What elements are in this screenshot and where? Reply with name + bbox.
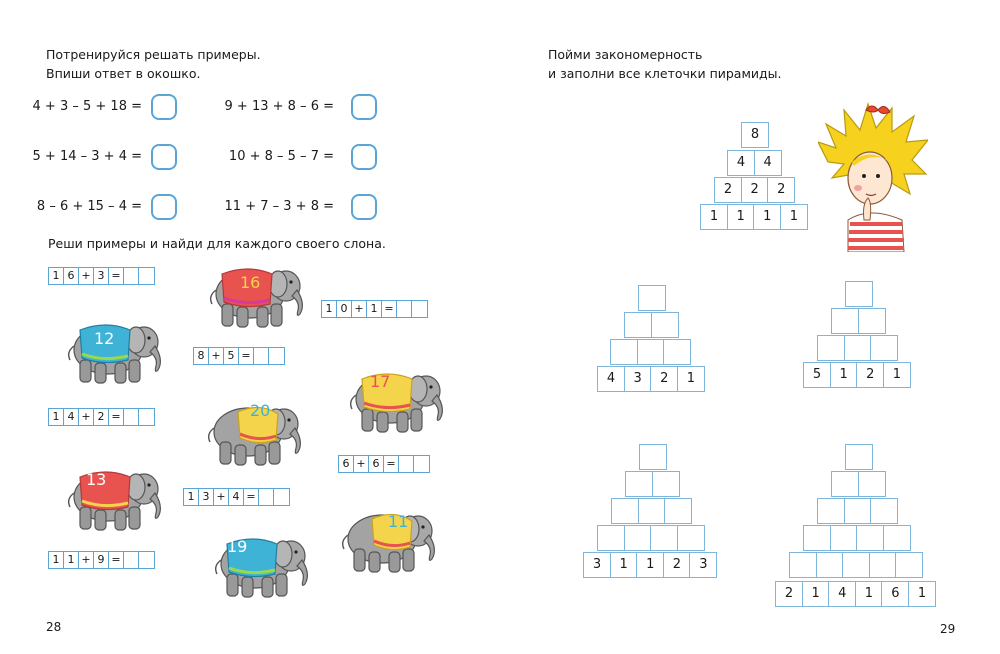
pyramid-cell[interactable] <box>597 525 625 551</box>
pyramid-cell[interactable] <box>638 285 666 311</box>
pyramid-cell[interactable] <box>844 498 872 524</box>
pyramid-cell[interactable] <box>651 312 679 338</box>
pyramid-cell: 8 <box>741 122 769 148</box>
answer-box[interactable] <box>151 144 177 170</box>
elephant-number: 12 <box>94 329 115 348</box>
pyramid-cell: 1 <box>883 362 911 388</box>
pyramid-cell: 1 <box>700 204 728 230</box>
answer-cell[interactable] <box>139 268 154 284</box>
pyramid-cell[interactable] <box>611 498 639 524</box>
equation-strip[interactable]: 1 0 + 1 = <box>321 300 428 318</box>
pyramid-cell[interactable] <box>845 281 873 307</box>
pyramid-cell: 4 <box>727 150 755 176</box>
pyramid-cell: 3 <box>624 366 652 392</box>
pyramid-cell[interactable] <box>639 444 667 470</box>
equation-strip[interactable]: 1 4 + 2 = <box>48 408 155 426</box>
example-expression: 5 + 14 – 3 + 4 = <box>32 149 142 164</box>
elephant-illustration[interactable] <box>58 455 168 535</box>
answer-cell[interactable] <box>139 409 154 425</box>
pyramid-cell[interactable] <box>610 339 638 365</box>
pyramid-cell[interactable] <box>869 552 897 578</box>
pyramid-cell: 4 <box>828 581 856 607</box>
pyramid-cell[interactable] <box>677 525 705 551</box>
elephant-illustration[interactable] <box>198 390 308 470</box>
pyramid-cell[interactable] <box>845 444 873 470</box>
example-expression: 11 + 7 – 3 + 8 = <box>224 199 334 214</box>
elephant-number: 16 <box>240 273 261 292</box>
pyramid-cell: 2 <box>663 552 691 578</box>
pyramid-cell[interactable] <box>624 312 652 338</box>
pyramid-cell: 2 <box>741 177 769 203</box>
pyramid-cell: 2 <box>714 177 742 203</box>
answer-cell[interactable] <box>254 348 269 364</box>
answer-cell[interactable] <box>414 456 429 472</box>
equation-strip[interactable]: 6 + 6 = <box>338 455 430 473</box>
pyramid-cell: 2 <box>775 581 803 607</box>
answer-box[interactable] <box>151 94 177 120</box>
pyramid-cell[interactable] <box>816 552 844 578</box>
elephant-number: 11 <box>388 512 409 531</box>
answer-box[interactable] <box>351 194 377 220</box>
pyramid-cell: 2 <box>650 366 678 392</box>
pyramid-cell: 1 <box>830 362 858 388</box>
pyramid-cell[interactable] <box>870 498 898 524</box>
elephant-illustration[interactable] <box>200 252 310 332</box>
instruction-elephants: Реши примеры и найди для каждого своего слона. <box>48 236 386 251</box>
pyramid-cell: 1 <box>677 366 705 392</box>
answer-cell[interactable] <box>397 301 412 317</box>
elephant-illustration[interactable] <box>58 308 168 388</box>
answer-cell[interactable] <box>259 489 274 505</box>
elephant-illustration[interactable] <box>205 522 315 602</box>
answer-cell[interactable] <box>274 489 289 505</box>
pyramid-cell[interactable] <box>664 498 692 524</box>
pyramid-cell: 1 <box>636 552 664 578</box>
pyramid-cell: 2 <box>767 177 795 203</box>
elephant-number: 13 <box>86 470 107 489</box>
pyramid-cell: 6 <box>881 581 909 607</box>
answer-cell[interactable] <box>124 409 139 425</box>
answer-box[interactable] <box>351 94 377 120</box>
pyramid-cell[interactable] <box>625 471 653 497</box>
answer-cell[interactable] <box>124 552 139 568</box>
pyramid-cell: 1 <box>727 204 755 230</box>
answer-cell[interactable] <box>412 301 427 317</box>
pyramid-cell[interactable] <box>842 552 870 578</box>
equation-strip[interactable]: 1 1 + 9 = <box>48 551 155 569</box>
equation-strip[interactable]: 8 + 5 = <box>193 347 285 365</box>
pyramid-cell[interactable] <box>652 471 680 497</box>
pyramid-cell[interactable] <box>637 339 665 365</box>
pyramid-cell: 2 <box>856 362 884 388</box>
pyramid-cell: 1 <box>610 552 638 578</box>
pyramid-cell[interactable] <box>789 552 817 578</box>
girl-illustration <box>818 102 928 252</box>
pyramid-cell: 1 <box>802 581 830 607</box>
pyramid-cell: 3 <box>689 552 717 578</box>
answer-cell[interactable] <box>269 348 284 364</box>
pyramid-cell[interactable] <box>638 498 666 524</box>
pyramid-cell[interactable] <box>870 335 898 361</box>
elephant-illustration[interactable] <box>332 497 442 577</box>
pyramid-cell: 1 <box>908 581 936 607</box>
answer-cell[interactable] <box>399 456 414 472</box>
answer-cell[interactable] <box>139 552 154 568</box>
answer-box[interactable] <box>351 144 377 170</box>
pyramid-cell[interactable] <box>844 335 872 361</box>
elephant-number: 20 <box>250 401 271 420</box>
example-expression: 8 – 6 + 15 – 4 = <box>36 199 142 214</box>
pyramid-cell[interactable] <box>895 552 923 578</box>
pyramid-cell[interactable] <box>856 525 884 551</box>
pyramid-cell[interactable] <box>831 471 859 497</box>
pyramid-cell: 4 <box>597 366 625 392</box>
instruction-solve: Потренируйся решать примеры. Впиши ответ в окошко. <box>46 47 261 81</box>
pyramid-cell: 3 <box>583 552 611 578</box>
pyramid-cell: 1 <box>780 204 808 230</box>
pyramid-cell[interactable] <box>817 498 845 524</box>
pyramid-cell[interactable] <box>624 525 652 551</box>
pyramid-cell: 1 <box>855 581 883 607</box>
instruction-pyramid: Пойми закономерность и заполни все клеточки пирамиды. <box>548 47 782 81</box>
example-expression: 9 + 13 + 8 – 6 = <box>224 99 334 114</box>
pyramid-cell[interactable] <box>650 525 678 551</box>
answer-cell[interactable] <box>124 268 139 284</box>
page-number-right: 29 <box>940 622 956 636</box>
answer-box[interactable] <box>151 194 177 220</box>
pyramid-cell[interactable] <box>858 308 886 334</box>
pyramid-cell[interactable] <box>830 525 858 551</box>
equation-strip[interactable]: 1 6 + 3 = <box>48 267 155 285</box>
elephant-number: 19 <box>227 537 248 556</box>
pyramid-cell[interactable] <box>817 335 845 361</box>
pyramid-cell[interactable] <box>883 525 911 551</box>
pyramid-cell[interactable] <box>663 339 691 365</box>
equation-strip[interactable]: 1 3 + 4 = <box>183 488 290 506</box>
example-expression: 10 + 8 – 5 – 7 = <box>228 149 334 164</box>
example-expression: 4 + 3 – 5 + 18 = <box>32 99 142 114</box>
pyramid-cell[interactable] <box>803 525 831 551</box>
pyramid-cell[interactable] <box>858 471 886 497</box>
pyramid-cell: 5 <box>803 362 831 388</box>
pyramid-cell: 1 <box>753 204 781 230</box>
page-number-left: 28 <box>46 620 62 634</box>
elephant-illustration[interactable] <box>340 357 450 437</box>
elephant-number: 17 <box>370 372 391 391</box>
pyramid-cell: 4 <box>754 150 782 176</box>
pyramid-cell[interactable] <box>831 308 859 334</box>
